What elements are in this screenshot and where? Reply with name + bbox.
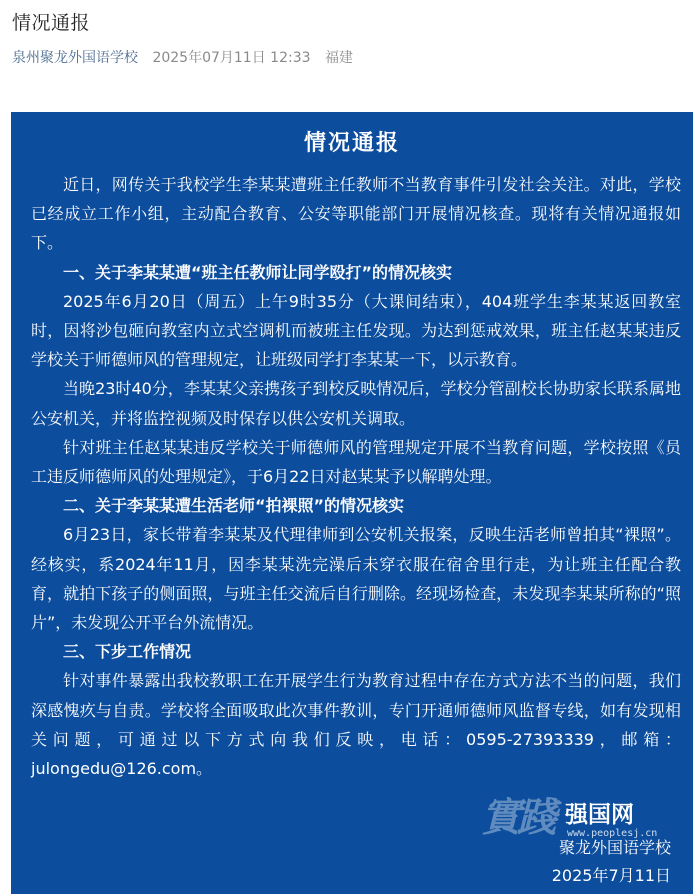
article-header [0, 0, 700, 110]
section1-heading: 一、关于李某某遭“班主任教师让同学殴打”的情况核实 [63, 262, 453, 282]
section1-paragraph-3: 针对班主任赵某某违反学校关于师德师风的管理规定开展不当教育问题，学校按照《员工违反师德师风的处理规定》，于6月22日对赵某某予以解聘处理。 [31, 437, 681, 487]
section2-paragraph-1: 6月23日，家长带着李某某及代理律师到公安机关报案，反映生活老师曾拍其“裸照”。经核实，系2024年11月，因李某某洗完澡后未穿衣服在宿舍里行走，为让班主任配合教育，就拍下孩子的侧面照，与班主任交流后自行删除。经现场检查，未发现李某某所称的“照片”，未发现公开平台外流情况。 [31, 525, 681, 633]
section2-heading: 二、关于李某某遭生活老师“拍裸照”的情况核实 [63, 496, 405, 516]
signature-school: 聚龙外国语学校 [558, 838, 671, 857]
watermark-calligraphy: 實踐 [481, 794, 553, 841]
signature-block [552, 834, 671, 890]
notice-title: 情况通报 [303, 131, 400, 156]
intro-paragraph: 近日，网传关于我校学生李某某遭班主任教师不当教育事件引发社会关注。对此，学校已经成立工作小组，主动配合教育、公安等职能部门开展情况核查。现将有关情况通报如下。 [31, 175, 681, 253]
section1-paragraph-2: 当晚23时40分，李某某父亲携孩子到校反映情况后，学校分管副校长协助家长联系属地公安机关，并将监控视频及时保存以供公安机关调取。 [31, 379, 681, 428]
section1-paragraph-1: 2025年6月20日（周五）上午9时35分（大课间结束），404班学生李某某返回教室时，因将沙包砸向教室内立式空调机而被班主任发现。为达到惩戒效果，班主任赵某某违反学校关于师德师风的管理规定，让班级同学打李某某一下，以示教育。 [31, 291, 681, 370]
page-title: 情况通报 [12, 12, 91, 34]
notice-image [11, 112, 693, 894]
section3-heading: 三、下步工作情况 [63, 642, 192, 662]
source-account-link[interactable]: 泉州聚龙外国语学校 [12, 50, 138, 66]
article-meta [12, 47, 353, 67]
watermark-url: www.peoplesj.cn [567, 828, 658, 839]
watermark-brand: 强国网 [565, 802, 634, 828]
publish-datetime: 2025年07月11日 12:33 [152, 50, 311, 66]
signature-date: 2025年7月11日 [551, 866, 671, 885]
notice-body [31, 170, 681, 783]
section3-paragraph-1: 针对事件暴露出我校教职工在开展学生行为教育过程中存在方式方法不当的问题，我们深感愧疚与自责。学校将全面吸取此次事件教训，专门开通师德师风监督专线，如有发现相关问题，可通过以下方式向我们反映，电话：0595-27393339，邮箱：julongedu@126.com。 [31, 671, 681, 779]
publish-location: 福建 [324, 50, 353, 66]
